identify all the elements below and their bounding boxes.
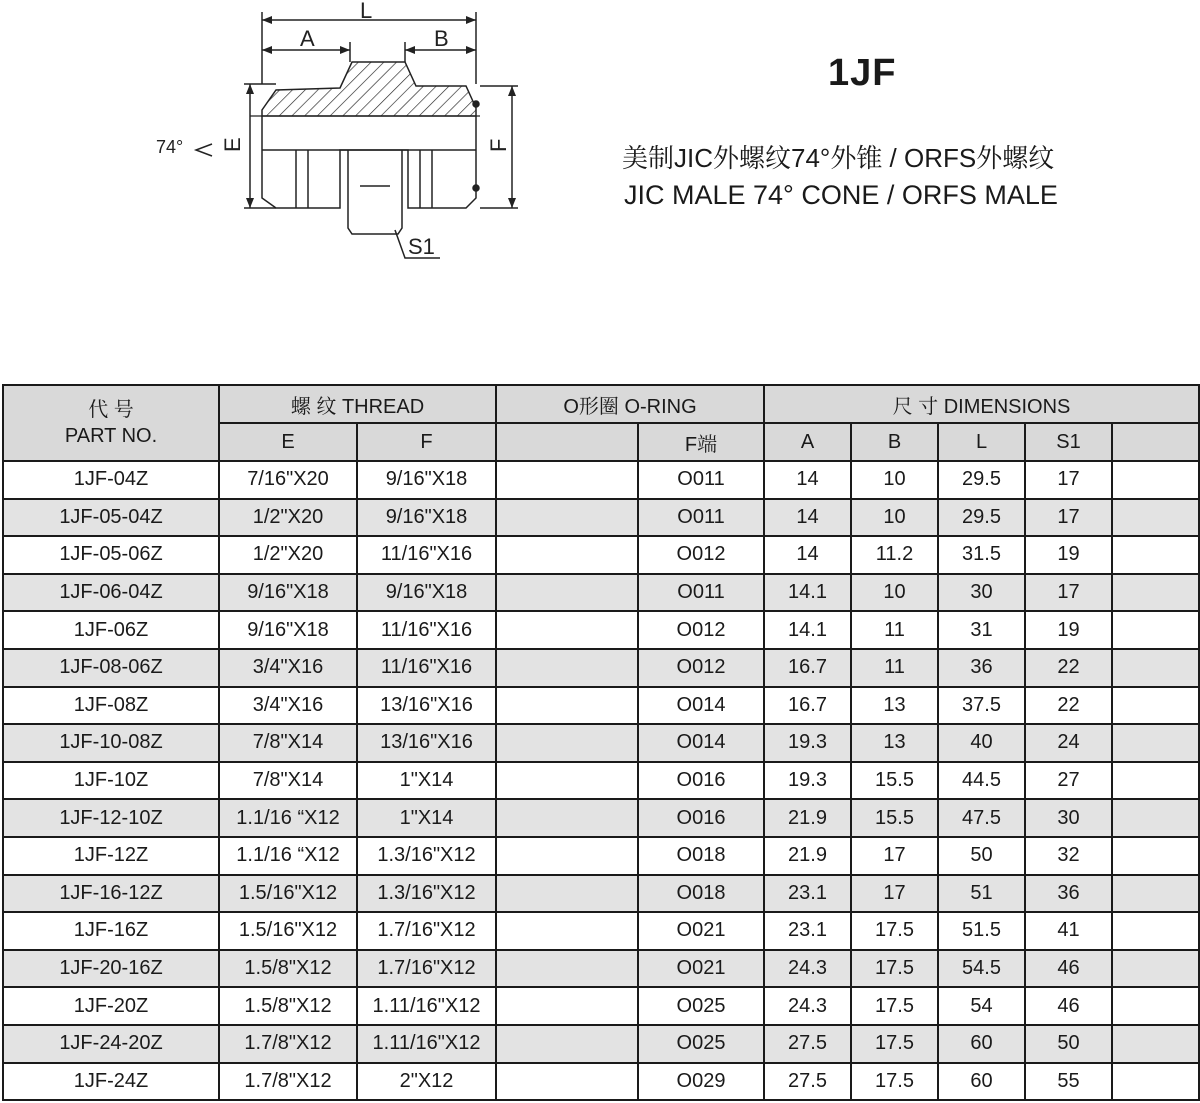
thread-f-cell: 11/16"X16 — [357, 649, 496, 687]
oring-f-end-cell: O021 — [638, 950, 764, 988]
dim-l-cell: 30 — [938, 574, 1025, 612]
dim-a-cell: 23.1 — [764, 875, 851, 913]
part-no-cell: 1JF-24Z — [3, 1063, 219, 1101]
table-row — [3, 875, 1199, 913]
dim-l-cell: 51.5 — [938, 912, 1025, 950]
dim-s1-cell: 19 — [1025, 536, 1112, 574]
dim-s1-cell: 41 — [1025, 912, 1112, 950]
thread-f-cell: 9/16"X18 — [357, 461, 496, 499]
dim-b-cell: 17.5 — [851, 1063, 938, 1101]
dim-s1-cell: 46 — [1025, 987, 1112, 1025]
oring-blank-cell — [496, 461, 638, 499]
dim-s1-cell: 17 — [1025, 461, 1112, 499]
part-no-cell: 1JF-06Z — [3, 611, 219, 649]
extra-cell — [1112, 536, 1199, 574]
oring-blank-cell — [496, 950, 638, 988]
part-no-cell: 1JF-16-12Z — [3, 875, 219, 913]
dim-b-cell: 17.5 — [851, 950, 938, 988]
dim-b-cell: 11.2 — [851, 536, 938, 574]
oring-blank-cell — [496, 649, 638, 687]
oring-f-end-cell: O011 — [638, 499, 764, 537]
dim-l-cell: 47.5 — [938, 799, 1025, 837]
dim-b-cell: 11 — [851, 649, 938, 687]
header-part-no — [3, 385, 219, 461]
part-no-cell: 1JF-08Z — [3, 687, 219, 725]
thread-e-cell: 9/16"X18 — [219, 574, 357, 612]
part-no-cell: 1JF-12Z — [3, 837, 219, 875]
thread-f-cell: 1"X14 — [357, 762, 496, 800]
oring-blank-cell — [496, 536, 638, 574]
dim-b-cell: 13 — [851, 724, 938, 762]
dim-a-cell: 14.1 — [764, 611, 851, 649]
dim-s1-cell: 50 — [1025, 1025, 1112, 1063]
dim-b-cell: 10 — [851, 461, 938, 499]
subtitle-english: JIC MALE 74° CONE / ORFS MALE — [624, 180, 1058, 210]
oring-blank-cell — [496, 574, 638, 612]
oring-blank-cell — [496, 837, 638, 875]
dim-a-cell: 14.1 — [764, 574, 851, 612]
oring-blank-cell — [496, 1063, 638, 1101]
oring-f-end-cell: O011 — [638, 461, 764, 499]
dim-b-cell: 10 — [851, 499, 938, 537]
thread-f-cell: 1.7/16"X12 — [357, 912, 496, 950]
header-oring: O形圈 O-RING — [496, 385, 764, 423]
oring-f-end-cell: O018 — [638, 875, 764, 913]
dim-s1-cell: 55 — [1025, 1063, 1112, 1101]
table-row — [3, 461, 1199, 499]
table-row — [3, 536, 1199, 574]
part-no-cell: 1JF-05-06Z — [3, 536, 219, 574]
dim-a-cell: 14 — [764, 536, 851, 574]
table-row — [3, 837, 1199, 875]
thread-e-cell: 7/8"X14 — [219, 724, 357, 762]
dim-s1-cell: 19 — [1025, 611, 1112, 649]
thread-e-cell: 1/2"X20 — [219, 499, 357, 537]
part-no-cell: 1JF-20-16Z — [3, 950, 219, 988]
dim-b-cell: 17.5 — [851, 1025, 938, 1063]
thread-f-cell: 1.11/16"X12 — [357, 987, 496, 1025]
dim-l-cell: 54.5 — [938, 950, 1025, 988]
extra-cell — [1112, 875, 1199, 913]
dim-l-cell: 31.5 — [938, 536, 1025, 574]
extra-cell — [1112, 687, 1199, 725]
spec-table — [2, 384, 1200, 1101]
oring-f-end-cell: O012 — [638, 649, 764, 687]
thread-f-cell: 1.3/16"X12 — [357, 837, 496, 875]
extra-cell — [1112, 1025, 1199, 1063]
table-row — [3, 987, 1199, 1025]
dim-s1-cell: 22 — [1025, 687, 1112, 725]
part-no-cell: 1JF-08-06Z — [3, 649, 219, 687]
extra-cell — [1112, 762, 1199, 800]
oring-f-end-cell: O025 — [638, 987, 764, 1025]
dim-b-cell: 15.5 — [851, 762, 938, 800]
table-row — [3, 611, 1199, 649]
header-f: F — [357, 423, 496, 461]
dim-a-cell: 24.3 — [764, 950, 851, 988]
extra-cell — [1112, 1063, 1199, 1101]
dim-s1-cell: 27 — [1025, 762, 1112, 800]
oring-blank-cell — [496, 724, 638, 762]
thread-f-cell: 2"X12 — [357, 1063, 496, 1101]
thread-e-cell: 1.5/8"X12 — [219, 987, 357, 1025]
dim-l-cell: 50 — [938, 837, 1025, 875]
header-part-no-en: PART NO. — [64, 425, 158, 447]
header-part-no-cn: 代 号 — [88, 399, 134, 421]
oring-f-end-cell: O011 — [638, 574, 764, 612]
part-no-cell: 1JF-10Z — [3, 762, 219, 800]
part-no-cell: 1JF-10-08Z — [3, 724, 219, 762]
part-no-cell: 1JF-06-04Z — [3, 574, 219, 612]
part-no-cell: 1JF-16Z — [3, 912, 219, 950]
part-no-cell: 1JF-12-10Z — [3, 799, 219, 837]
dim-label-s1: S1 — [408, 234, 435, 259]
oring-blank-cell — [496, 987, 638, 1025]
extra-cell — [1112, 799, 1199, 837]
dim-b-cell: 17.5 — [851, 912, 938, 950]
extra-cell — [1112, 912, 1199, 950]
subtitle-chinese: 美制JIC外螺纹74°外锥 / ORFS外螺纹 — [622, 143, 1055, 173]
oring-f-end-cell: O016 — [638, 799, 764, 837]
thread-e-cell: 1.1/16 “X12 — [219, 799, 357, 837]
extra-cell — [1112, 724, 1199, 762]
extra-cell — [1112, 574, 1199, 612]
thread-e-cell: 1.7/8"X12 — [219, 1063, 357, 1101]
dim-a-cell: 21.9 — [764, 837, 851, 875]
dim-b-cell: 11 — [851, 611, 938, 649]
thread-f-cell: 13/16"X16 — [357, 724, 496, 762]
thread-e-cell: 1.1/16 “X12 — [219, 837, 357, 875]
dim-a-cell: 14 — [764, 499, 851, 537]
oring-f-end-cell: O018 — [638, 837, 764, 875]
oring-f-end-cell: O016 — [638, 762, 764, 800]
header-s1: S1 — [1025, 423, 1112, 461]
thread-e-cell: 3/4"X16 — [219, 649, 357, 687]
dim-l-cell: 37.5 — [938, 687, 1025, 725]
part-no-cell: 1JF-05-04Z — [3, 499, 219, 537]
dim-b-cell: 17 — [851, 837, 938, 875]
fitting-drawing — [140, 0, 520, 280]
dim-label-f: F — [486, 138, 511, 152]
oring-blank-cell — [496, 687, 638, 725]
thread-e-cell: 1/2"X20 — [219, 536, 357, 574]
dim-a-cell: 21.9 — [764, 799, 851, 837]
thread-e-cell: 1.5/8"X12 — [219, 950, 357, 988]
extra-cell — [1112, 950, 1199, 988]
dim-l-cell: 60 — [938, 1025, 1025, 1063]
extra-cell — [1112, 499, 1199, 537]
oring-blank-cell — [496, 499, 638, 537]
dim-l-cell: 29.5 — [938, 499, 1025, 537]
dim-s1-cell: 30 — [1025, 799, 1112, 837]
cone-angle-label: 74° — [156, 137, 184, 157]
thread-f-cell: 1.3/16"X12 — [357, 875, 496, 913]
table-row — [3, 1063, 1199, 1101]
thread-f-cell: 13/16"X16 — [357, 687, 496, 725]
dim-a-cell: 16.7 — [764, 687, 851, 725]
dim-l-cell: 29.5 — [938, 461, 1025, 499]
header-a: A — [764, 423, 851, 461]
part-no-cell: 1JF-20Z — [3, 987, 219, 1025]
dim-s1-cell: 46 — [1025, 950, 1112, 988]
thread-f-cell: 11/16"X16 — [357, 611, 496, 649]
oring-blank-cell — [496, 799, 638, 837]
oring-blank-cell — [496, 1025, 638, 1063]
oring-f-end-cell: O029 — [638, 1063, 764, 1101]
thread-f-cell: 9/16"X18 — [357, 574, 496, 612]
oring-f-end-cell: O014 — [638, 687, 764, 725]
dim-a-cell: 27.5 — [764, 1063, 851, 1101]
dim-a-cell: 24.3 — [764, 987, 851, 1025]
dim-a-cell: 14 — [764, 461, 851, 499]
oring-f-end-cell: O021 — [638, 912, 764, 950]
thread-f-cell: 1"X14 — [357, 799, 496, 837]
oring-f-end-cell: O012 — [638, 536, 764, 574]
header-oring-blank — [496, 423, 638, 461]
table-row — [3, 912, 1199, 950]
dim-a-cell: 23.1 — [764, 912, 851, 950]
oring-blank-cell — [496, 762, 638, 800]
dim-s1-cell: 24 — [1025, 724, 1112, 762]
oring-f-end-cell: O025 — [638, 1025, 764, 1063]
header-f-end: F端 — [638, 423, 764, 461]
dim-l-cell: 36 — [938, 649, 1025, 687]
thread-f-cell: 1.11/16"X12 — [357, 1025, 496, 1063]
table-row — [3, 499, 1199, 537]
table-row — [3, 762, 1199, 800]
dim-b-cell: 13 — [851, 687, 938, 725]
oring-blank-cell — [496, 611, 638, 649]
dim-b-cell: 17 — [851, 875, 938, 913]
header-b: B — [851, 423, 938, 461]
header-extra — [1112, 423, 1199, 461]
dim-s1-cell: 32 — [1025, 837, 1112, 875]
dim-a-cell: 16.7 — [764, 649, 851, 687]
table-row — [3, 950, 1199, 988]
thread-e-cell: 1.7/8"X12 — [219, 1025, 357, 1063]
dim-l-cell: 60 — [938, 1063, 1025, 1101]
header-dimensions: 尺 寸 DIMENSIONS — [764, 385, 1199, 423]
dim-s1-cell: 22 — [1025, 649, 1112, 687]
product-code-title: 1JF — [828, 52, 897, 94]
extra-cell — [1112, 649, 1199, 687]
thread-e-cell: 1.5/16"X12 — [219, 912, 357, 950]
dim-a-cell: 19.3 — [764, 724, 851, 762]
dim-a-cell: 19.3 — [764, 762, 851, 800]
dim-label-a: A — [300, 26, 315, 51]
extra-cell — [1112, 461, 1199, 499]
thread-e-cell: 1.5/16"X12 — [219, 875, 357, 913]
dim-label-e: E — [220, 137, 245, 152]
table-row — [3, 574, 1199, 612]
thread-e-cell: 3/4"X16 — [219, 687, 357, 725]
thread-f-cell: 1.7/16"X12 — [357, 950, 496, 988]
dim-s1-cell: 36 — [1025, 875, 1112, 913]
dim-l-cell: 40 — [938, 724, 1025, 762]
part-no-cell: 1JF-24-20Z — [3, 1025, 219, 1063]
oring-blank-cell — [496, 912, 638, 950]
thread-f-cell: 9/16"X18 — [357, 499, 496, 537]
table-row — [3, 724, 1199, 762]
dim-s1-cell: 17 — [1025, 574, 1112, 612]
oring-f-end-cell: O014 — [638, 724, 764, 762]
extra-cell — [1112, 987, 1199, 1025]
dim-b-cell: 17.5 — [851, 987, 938, 1025]
extra-cell — [1112, 837, 1199, 875]
dim-a-cell: 27.5 — [764, 1025, 851, 1063]
oring-blank-cell — [496, 875, 638, 913]
header-thread: 螺 纹 THREAD — [219, 385, 496, 423]
extra-cell — [1112, 611, 1199, 649]
dim-b-cell: 15.5 — [851, 799, 938, 837]
thread-e-cell: 7/8"X14 — [219, 762, 357, 800]
dim-l-cell: 54 — [938, 987, 1025, 1025]
dim-s1-cell: 17 — [1025, 499, 1112, 537]
header-l: L — [938, 423, 1025, 461]
thread-f-cell: 11/16"X16 — [357, 536, 496, 574]
table-row — [3, 649, 1199, 687]
thread-e-cell: 9/16"X18 — [219, 611, 357, 649]
table-row — [3, 799, 1199, 837]
dim-b-cell: 10 — [851, 574, 938, 612]
table-row — [3, 687, 1199, 725]
dim-l-cell: 51 — [938, 875, 1025, 913]
oring-f-end-cell: O012 — [638, 611, 764, 649]
dim-l-cell: 31 — [938, 611, 1025, 649]
thread-e-cell: 7/16"X20 — [219, 461, 357, 499]
dim-label-b: B — [434, 26, 449, 51]
dim-l-cell: 44.5 — [938, 762, 1025, 800]
table-row — [3, 1025, 1199, 1063]
dim-label-l: L — [360, 0, 373, 23]
part-no-cell: 1JF-04Z — [3, 461, 219, 499]
header-e: E — [219, 423, 357, 461]
